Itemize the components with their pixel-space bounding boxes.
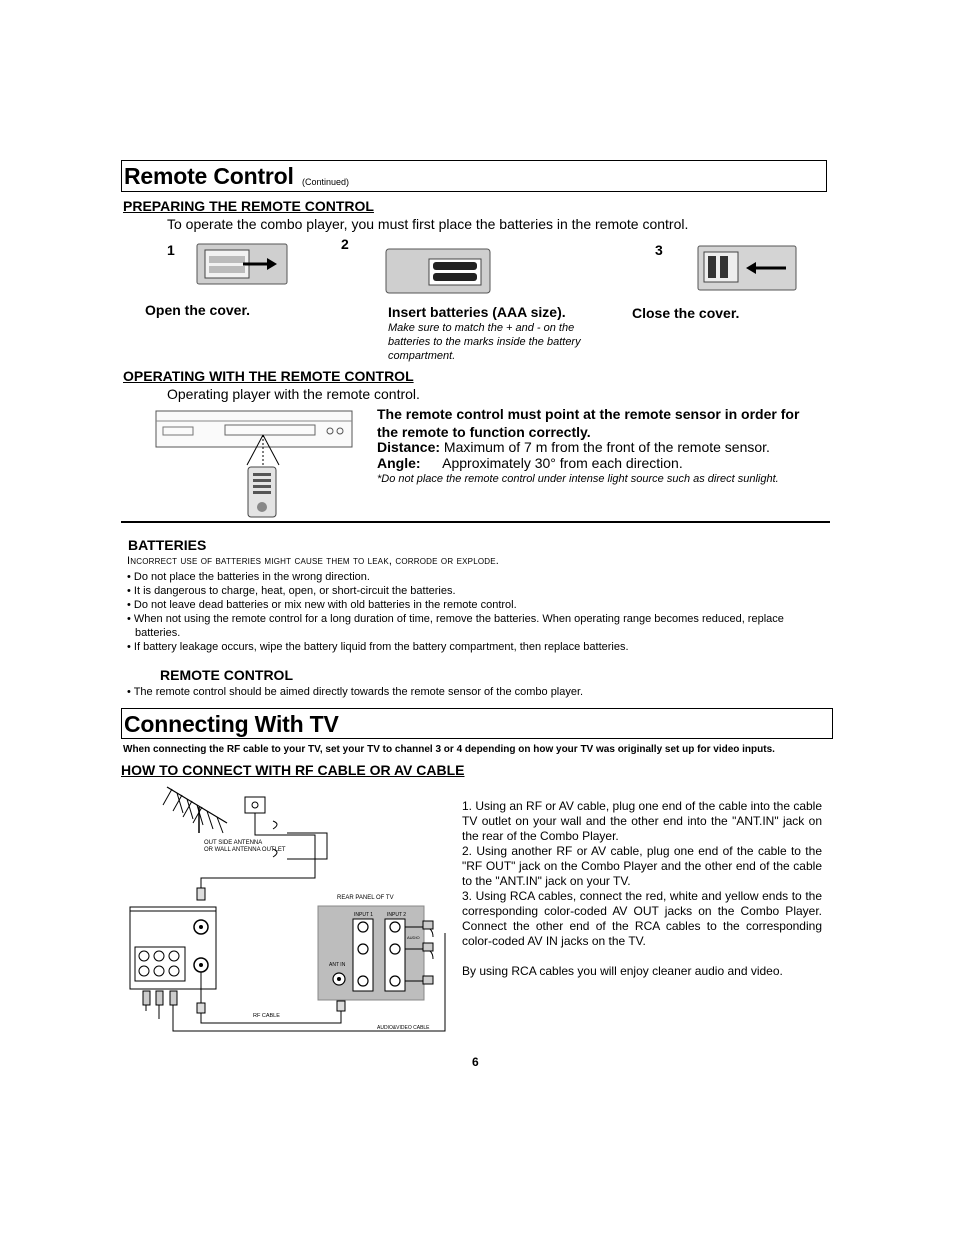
batteries-warning: Incorrect use of batteries might cause them to leak, corrode or explode.	[127, 555, 500, 567]
preparing-intro: To operate the combo player, you must first place the batteries in the remote control.	[167, 216, 689, 232]
operating-heading: OPERATING WITH THE REMOTE CONTROL	[123, 368, 414, 384]
section-divider	[121, 521, 830, 523]
wall-outlet-icon	[245, 797, 265, 813]
insert-batteries-illustration	[385, 247, 493, 297]
title-note: (Continued)	[302, 177, 350, 187]
remote-control-bullet: • The remote control should be aimed directly towards the remote sensor of the combo player.	[127, 686, 584, 698]
connect-steps	[462, 799, 822, 979]
how-to-heading: HOW TO CONNECT WITH RF CABLE OR AV CABLE	[121, 762, 465, 778]
list-item: • It is dangerous to charge, heat, open, or short-circuit the batteries.	[127, 585, 456, 597]
connect-step-1: 1. Using an RF or AV cable, plug one end of the cable into the cable TV outlet on your wall and the other end into the "ANT.IN" jack on the rear of the Combo Player.	[462, 799, 823, 843]
antenna-label-2: OR WALL ANTENNA OUTLET	[204, 847, 286, 853]
antenna-label-1: OUT SIDE ANTENNA	[204, 840, 263, 846]
step-1-caption: Open the cover.	[145, 302, 251, 318]
audio-label: AUDIO	[407, 935, 420, 940]
angle-line	[377, 455, 683, 471]
player-remote-illustration	[155, 407, 355, 519]
batteries-heading: BATTERIES	[128, 537, 207, 553]
close-cover-illustration	[696, 242, 800, 294]
open-cover-illustration	[195, 240, 291, 288]
input-2-label: INPUT 2	[387, 912, 407, 918]
remote-control-title-box	[121, 160, 827, 192]
page-title: Remote Control	[124, 163, 294, 189]
page-number: 6	[472, 1055, 479, 1069]
list-item: • Do not leave dead batteries or mix new with old batteries in the remote control.	[127, 599, 517, 611]
connect-tip: By using RCA cables you will enjoy cleaner audio and video.	[462, 964, 783, 978]
connection-diagram	[127, 783, 457, 1035]
list-item: • If battery leakage occurs, wipe the battery liquid from the battery compartment, then replace batteries.	[127, 641, 629, 653]
antenna-icon	[163, 787, 227, 833]
connect-step-2: 2. Using another RF or AV cable, plug one end of the cable to the "RF OUT" jack on the Combo Player and the other end of the cable to the "ANT.IN" jack on your TV.	[462, 844, 822, 888]
av-cable-label: AUDIO&VIDEO CABLE	[377, 1025, 430, 1031]
step-number-2: 2	[341, 236, 349, 252]
sunlight-note: *Do not place the remote control under intense light source such as direct sunlight.	[377, 473, 779, 485]
remote-control-heading: REMOTE CONTROL	[160, 667, 293, 683]
batteries-list	[127, 570, 817, 654]
input-1-label: INPUT 1	[354, 912, 374, 918]
step-number-1: 1	[167, 242, 175, 258]
step-2-caption: Insert batteries (AAA size).	[388, 304, 566, 320]
list-item: • When not using the remote control for a long duration of time, remove the batteries. When operating range becomes reduced, replace batteries.	[127, 613, 784, 639]
step-3-caption: Close the cover.	[632, 305, 740, 321]
step-number-3: 3	[655, 242, 663, 258]
distance-value: Maximum of 7 m from the front of the remote sensor.	[443, 439, 770, 455]
ant-in-label: ANT IN	[329, 962, 346, 968]
tv-intro: When connecting the RF cable to your TV, set your TV to channel 3 or 4 depending on how your TV was originally set up for video inputs.	[123, 744, 775, 755]
distance-label: Distance:	[377, 439, 441, 455]
angle-value: Approximately 30° from each direction.	[442, 455, 683, 471]
tv-panel-label: REAR PANEL OF TV	[337, 895, 394, 901]
step-2-note: Make sure to match the + and - on the batteries to the marks inside the battery compartment.	[388, 322, 581, 362]
connecting-title-box	[121, 708, 833, 739]
operating-intro: Operating player with the remote control.	[167, 386, 420, 402]
section-title: Connecting With TV	[124, 711, 339, 737]
angle-label: Angle:	[377, 455, 421, 471]
preparing-heading: PREPARING THE REMOTE CONTROL	[123, 198, 374, 214]
list-item: • Do not place the batteries in the wrong direction.	[127, 571, 370, 583]
distance-line	[377, 439, 770, 455]
operating-warning: The remote control must point at the remote sensor in order for the remote to function correctly.	[377, 406, 800, 440]
rf-cable-label: RF CABLE	[253, 1013, 280, 1019]
connect-step-3: 3. Using RCA cables, connect the red, white and yellow ends to the corresponding color-coded AV OUT jacks on the Combo Player. Connect the other end of the RCA cables to the corresponding color-coded AV IN jacks on the TV.	[462, 889, 822, 948]
